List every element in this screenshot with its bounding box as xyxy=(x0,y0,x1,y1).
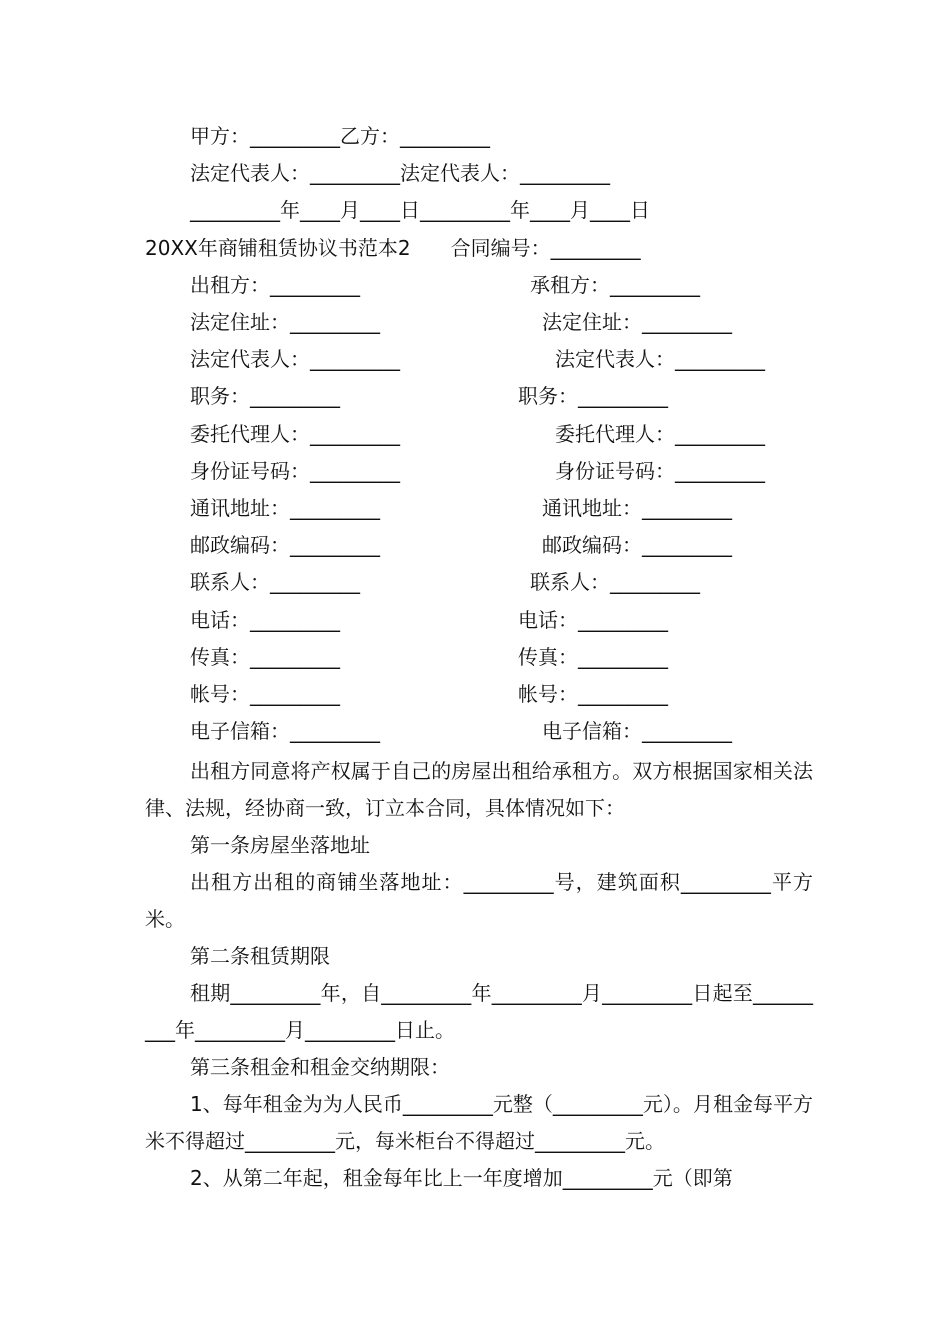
intro-paragraph: 出租方同意将产权属于自己的房屋出租给承租方。双方根据国家相关法律、法规，经协商一致，订立本合同，具体情况如下： xyxy=(145,759,813,820)
contract-title: 20XX年商铺租赁协议书范本2 合同编号：_________ xyxy=(145,236,641,260)
article3-item2: 2、从第二年起，租金每年比上一年度增加_________元（即第 xyxy=(190,1166,733,1190)
contract-title-line xyxy=(0,233,950,263)
mail-field-right: 通讯地址：_________ xyxy=(542,496,732,520)
field-row-lessor xyxy=(0,270,950,300)
field-row-fax xyxy=(0,642,950,672)
field-row-address xyxy=(0,307,950,337)
zip-field-right: 邮政编码：_________ xyxy=(542,533,732,557)
signature-date-line xyxy=(0,195,950,225)
id-field-right: 身份证号码：_________ xyxy=(555,459,765,483)
address-field-left: 法定住址：_________ xyxy=(190,310,380,334)
field-row-mail xyxy=(0,493,950,523)
zip-field-left: 邮政编码：_________ xyxy=(190,533,380,557)
email-field-right: 电子信箱：_________ xyxy=(542,719,732,743)
field-row-contact xyxy=(0,567,950,597)
fax-field-right: 传真：_________ xyxy=(518,645,668,669)
party-signature-text: 甲方：_________乙方：_________ xyxy=(190,124,490,148)
title-field-left: 职务：_________ xyxy=(190,384,340,408)
lessor-field: 出租方：_________ xyxy=(190,273,360,297)
article1-paragraph: 出租方出租的商铺坐落地址：_________号，建筑面积_________平方米。 xyxy=(145,870,813,931)
signature-party-line xyxy=(0,121,950,151)
agent-field-right: 委托代理人：_________ xyxy=(555,422,765,446)
signature-rep-line xyxy=(0,158,950,188)
rep-field-right: 法定代表人：_________ xyxy=(555,347,765,371)
article2-heading: 第二条租赁期限 xyxy=(190,944,330,968)
fax-field-left: 传真：_________ xyxy=(190,645,340,669)
id-field-left: 身份证号码：_________ xyxy=(190,459,400,483)
field-row-phone xyxy=(0,605,950,635)
field-row-title xyxy=(0,381,950,411)
email-field-left: 电子信箱：_________ xyxy=(190,719,380,743)
rep-field-left: 法定代表人：_________ xyxy=(190,347,400,371)
field-row-email xyxy=(0,716,950,746)
article3-item1: 1、每年租金为为人民币_________元整（_________元）。月租金每平方米不得超过_________元，每米柜台不得超过_________元。 xyxy=(145,1092,813,1153)
phone-field-right: 电话：_________ xyxy=(518,608,668,632)
field-row-id xyxy=(0,456,950,486)
address-field-right: 法定住址：_________ xyxy=(542,310,732,334)
date-signature-text: _________年____月____日_________年____月____日 xyxy=(190,198,650,222)
rep-signature-text: 法定代表人：_________法定代表人：_________ xyxy=(190,161,610,185)
contact-field-left: 联系人：_________ xyxy=(190,570,360,594)
article3-heading: 第三条租金和租金交纳期限： xyxy=(190,1055,450,1079)
article2-paragraph: 租期_________年，自_________年_________月_________日起至_________年_________月_________日止。 xyxy=(145,981,813,1042)
field-row-zip xyxy=(0,530,950,560)
agent-field-left: 委托代理人：_________ xyxy=(190,422,400,446)
article1-heading: 第一条房屋坐落地址 xyxy=(190,833,370,857)
title-field-right: 职务：_________ xyxy=(518,384,668,408)
field-row-agent xyxy=(0,419,950,449)
phone-field-left: 电话：_________ xyxy=(190,608,340,632)
account-field-left: 帐号：_________ xyxy=(190,682,340,706)
field-row-account xyxy=(0,679,950,709)
account-field-right: 帐号：_________ xyxy=(518,682,668,706)
field-row-rep xyxy=(0,344,950,374)
contact-field-right: 联系人：_________ xyxy=(530,570,700,594)
lessee-field: 承租方：_________ xyxy=(530,273,700,297)
mail-field-left: 通讯地址：_________ xyxy=(190,496,380,520)
